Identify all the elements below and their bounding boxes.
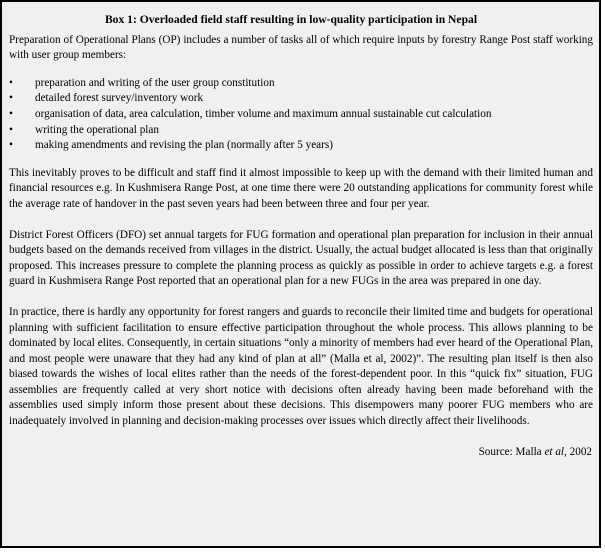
- bullet-icon: •: [9, 139, 13, 152]
- source-prefix: Source: Malla: [478, 445, 545, 458]
- intro-paragraph: Preparation of Operational Plans (OP) includes a number of tasks all of which require inputs by forestry Range Post staff working with user group members:: [9, 33, 593, 62]
- bullet-icon: •: [9, 107, 13, 120]
- paragraph-workload: This inevitably proves to be difficult and staff find it almost impossible to keep up with the demand with their limited human and financial resources e.g. In Kushmisera Range Post, at one time there were 20 outstanding applications for community forest while the average rate of handover in the past seven years had been between three and four per year.: [9, 166, 593, 210]
- bullet-icon: •: [9, 76, 13, 89]
- task-text: making amendments and revising the plan (normally after 5 years): [35, 139, 333, 152]
- bullet-icon: •: [9, 123, 13, 136]
- source-suffix: , 2002: [564, 445, 592, 458]
- list-item: [9, 138, 593, 154]
- task-text: organisation of data, area calculation, timber volume and maximum annual sustainable cut calculation: [35, 107, 492, 120]
- box-title: Box 1: Overloaded field staff resulting in low-quality participation in Nepal: [104, 13, 478, 26]
- list-item: [9, 107, 593, 123]
- source-citation: [9, 445, 593, 461]
- task-text: detailed forest survey/inventory work: [35, 92, 204, 105]
- task-text: writing the operational plan: [35, 123, 159, 136]
- task-list: [9, 76, 593, 154]
- task-text: preparation and writing of the user group constitution: [35, 76, 275, 89]
- list-item: [9, 123, 593, 139]
- bullet-icon: •: [9, 92, 13, 105]
- paragraph-targets: District Forest Officers (DFO) set annual targets for FUG formation and operational plan preparation for inclusion in their annual budgets based on the demands received from villages in the district. Usually, the actual budget allocated is less than that originally proposed. This increases pressure to complete the planning process as quickly as possible in order to achieve targets e.g. a forest guard in Kushmisera Range Post reported that an operational plan for a new FUGs in the area was prepared in one day.: [9, 228, 593, 288]
- paragraph-practice: In practice, there is hardly any opportunity for forest rangers and guards to reconcile their limited time and budgets for operational planning with sufficient facilitation to ensure effective participation throughout the whole process. This allows planning to be dominated by local elites. Consequently, in certain situations “only a minority of members had ever heard of the Operational Plan, and most people were unaware that they had any kind of plan at all” (Malla et al, 2002)”. The resulting plan itself is then also biased towards the wishes of local elites rather than the needs of the forest-dependent poor. In this “quick fix” situation, FUG assemblies are frequently called at very short notice with decisions often already having been made beforehand with the assemblies used simply inform those present about these decisions. This disempowers many poorer FUG members who are inadequately involved in planning and decision-making processes over issues which directly affect their livelihoods.: [9, 305, 593, 428]
- list-item: [9, 76, 593, 92]
- source-etal: et al: [544, 445, 565, 458]
- list-item: [9, 91, 593, 107]
